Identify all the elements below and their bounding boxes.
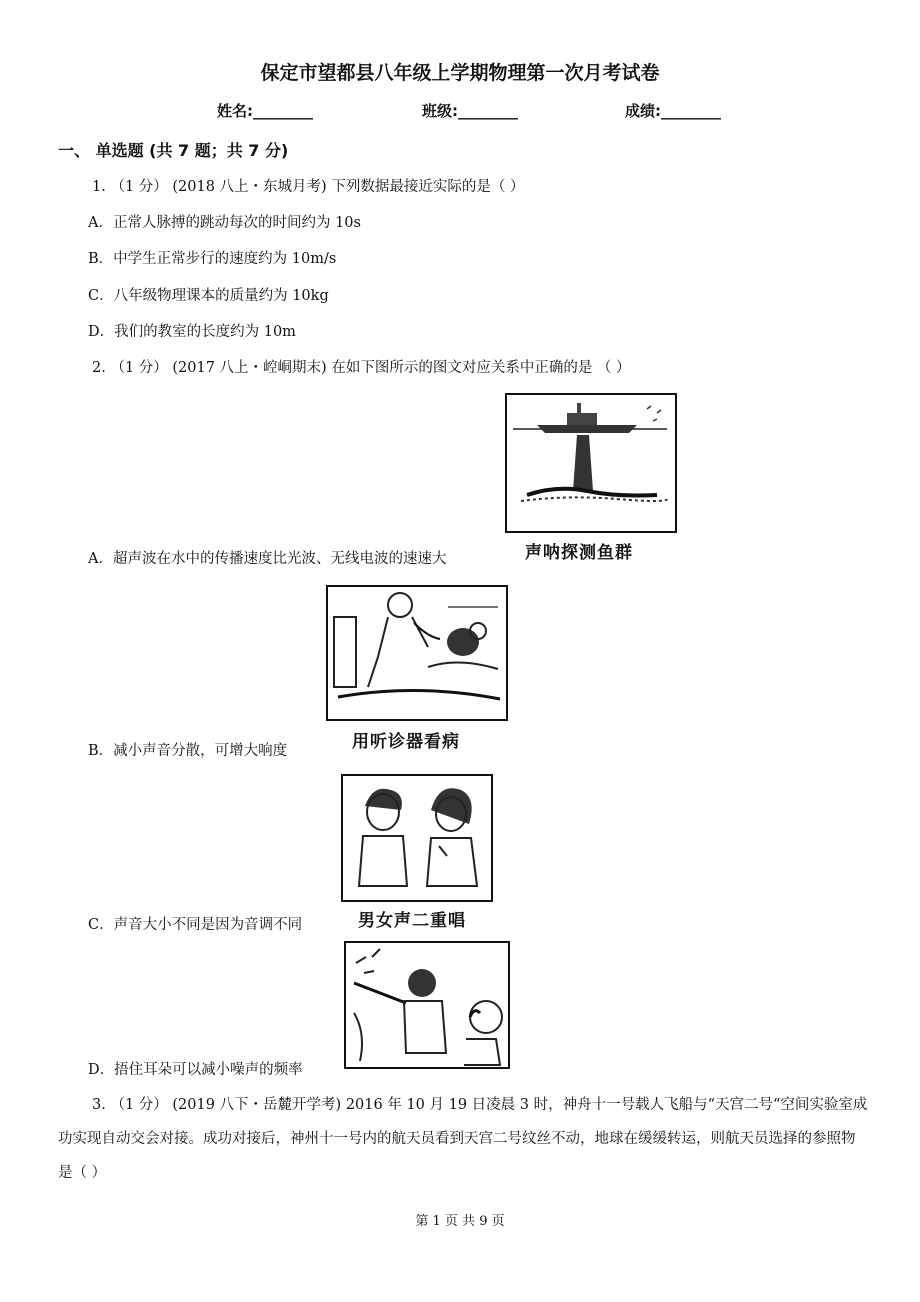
question-2-option-a: A．超声波在水中的传播速度比光波、无线电波的速速大 [88,551,447,567]
stethoscope-caption: 用听诊器看病 [352,732,460,752]
question-1-stem: 1. （1 分） (2018 八上・东城月考) 下列数据最接近实际的是（ ） [92,179,525,195]
question-2-option-b: B．减小声音分散，可增大响度 [88,743,288,759]
question-3-text: 3. （1 分） (2019 八下・岳麓开学考) 2016 年 10 月 19 日凌晨 3 时，神舟十一号载人飞船与“天宫二号“空间实验室成功实现自动交会对接。成功对接后，神州十一号内的航天员看到天宫二号纹丝不动，地球在缓缓转运，则航天员选择的参照物是（ ） [58,1097,868,1181]
question-1-option-b: B．中学生正常步行的速度约为 10m/s [88,251,337,267]
question-1-option-c: C．八年级物理课本的质量约为 10kg [88,288,329,304]
sonar-caption: 声呐探测鱼群 [525,543,633,563]
question-2-stem: 2. （1 分） (2017 八上・崆峒期末) 在如下图所示的图文对应关系中正确的是 （ ） [92,360,631,376]
sonar-figure [505,393,677,533]
page-title: 保定市望都县八年级上学期物理第一次月考试卷 [260,62,660,84]
score-field: 成绩:________ [625,102,721,120]
name-field: 姓名:________ [217,102,313,120]
noise-figure [344,941,510,1069]
question-1-option-a: A．正常人脉搏的跳动每次的时间约为 10s [88,215,361,231]
question-1-option-d: D．我们的教室的长度约为 10m [88,324,296,340]
section-heading: 一、 单选题 (共 7 题；共 7 分) [58,141,289,160]
question-2-option-d: D．捂住耳朵可以减小噪声的频率 [88,1062,303,1078]
question-2-option-c: C．声音大小不同是因为音调不同 [88,917,303,933]
stethoscope-figure [326,585,508,721]
page-footer: 第 1 页 共 9 页 [415,1214,505,1229]
class-field: 班级:________ [422,102,518,120]
duet-caption: 男女声二重唱 [358,911,466,931]
duet-figure [341,774,493,902]
